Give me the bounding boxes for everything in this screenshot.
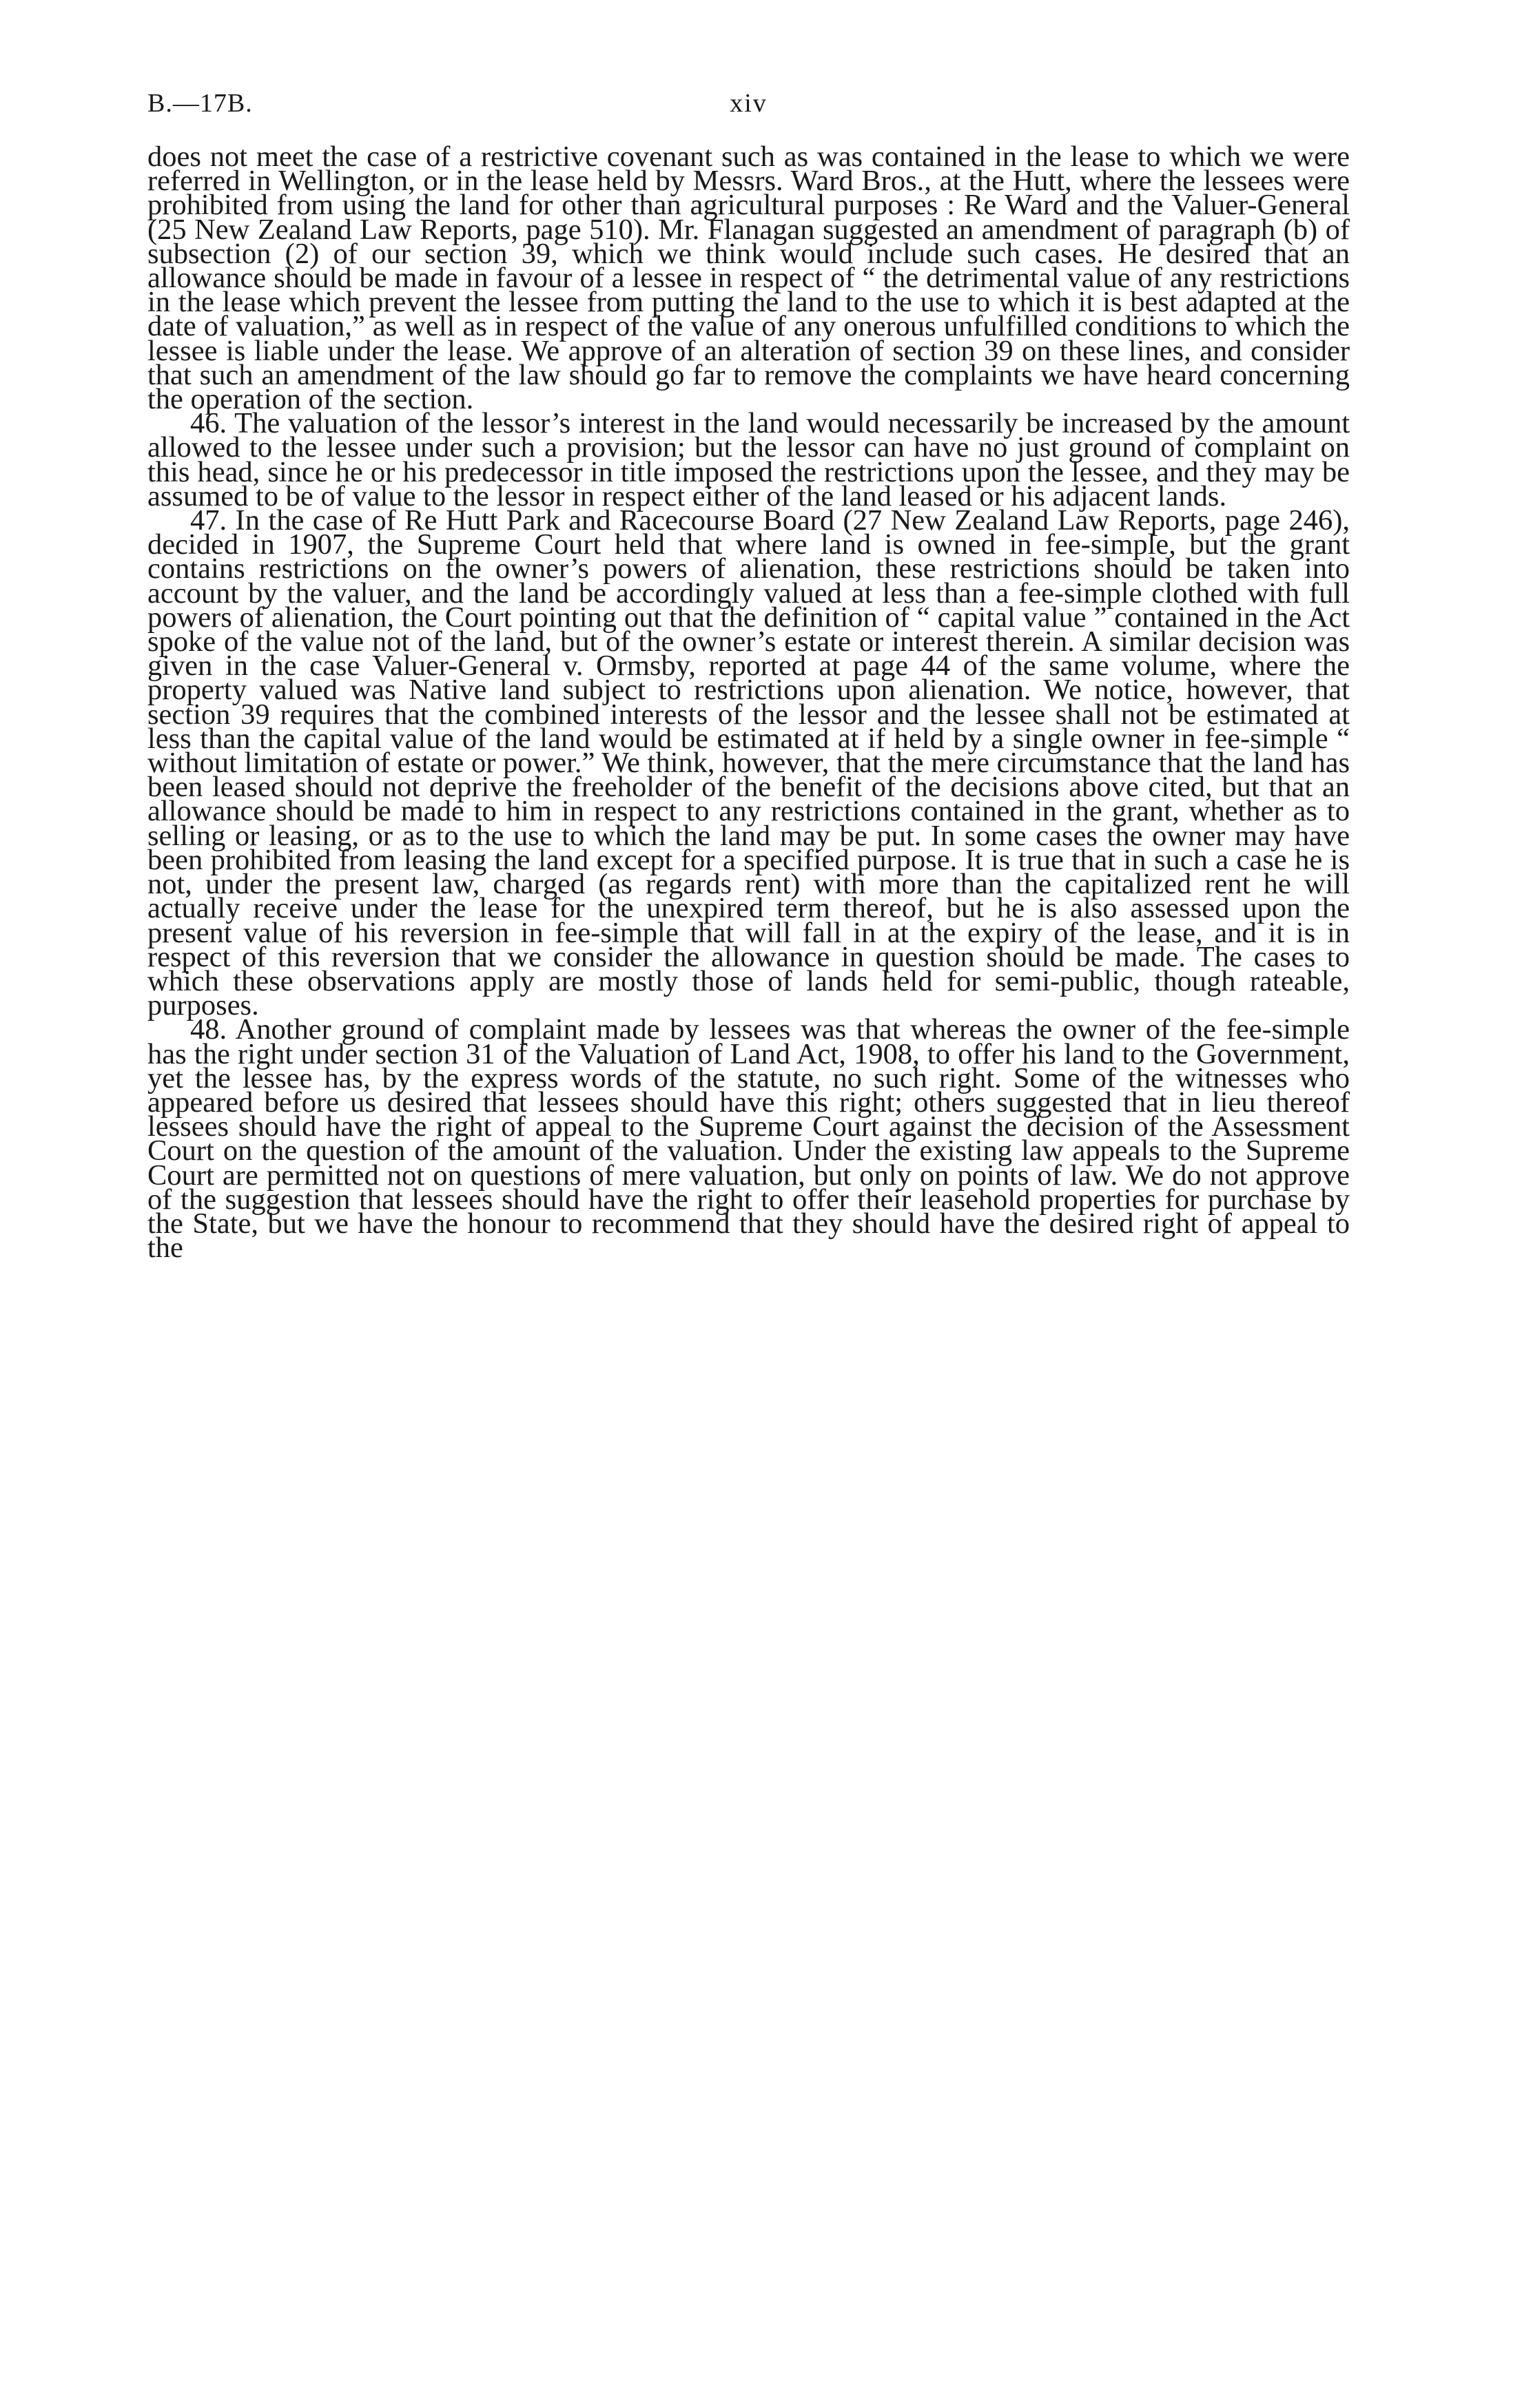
paragraph-46: 46. The valuation of the lessor’s interest in the land would necessarily be increased by the amount allowed to the lessee under such a provision; but the lessor can have no just ground of complaint on this head, since he or his predecessor in title imposed the restrictions upon the lessee, and they may be assumed to be of value to the lessor in respect either of the land leased or his adjacent lands. (147, 407, 1350, 512)
paragraph-48: 48. Another ground of complaint made by lessees was that whereas the owner of the fee-simple has the right under section 31 of the Valuation of Land Act, 1908, to offer his land to the Government, yet the lessee has, by the express words of the statute, no such right. Some of the witnesses who appeared before us desired that lessees should have this right; others suggested that in lieu thereof lessees should have the right of appeal to the Supreme Court against the decision of the Assessment Court on the question of the amount of the valuation. Under the existing law appeals to the Supreme Court are permitted not on questions of mere valuation, but only on points of law. We do not approve of the suggestion that lessees should have the right to offer their leasehold properties for purchase by the State, but we have the honour to recommend that they should have the desired right of appeal to the (147, 1013, 1350, 1265)
document-reference: B.—17B. (147, 89, 253, 118)
page-number: xiv (730, 89, 768, 118)
paragraph-continuation: does not meet the case of a restrictive covenant such as was contained in the lease to which we were referred in Wellington, or in the lease held by Messrs. Ward Bros., at the Hutt, where the lessees were prohibited from using the land for other than agricultural purposes : Re Ward and the Valuer-General (25 New Zealand Law Reports, page 510). Mr. Flanagan suggested an amendment of paragraph (b) of subsection (2) of our section 39, which we think would include such cases. He desired that an allowance should be made in favour of a lessee in respect of “ the detrimental value of any restrictions in the lease which prevent the lessee from putting the land to the use to which it is best adapted at the date of valuation,” as well as in respect of the value of any onerous unfulfilled conditions to which the lessee is liable under the lease. We approve of an alteration of section 39 on these lines, and consider that such an amendment of the law should go far to remove the complaints we have heard concerning the operation of the section. (147, 141, 1350, 416)
page-header (147, 88, 1350, 129)
paragraph-47: 47. In the case of Re Hutt Park and Racecourse Board (27 New Zealand Law Reports, page 246), decided in 1907, the Supreme Court held that where land is owned in fee-simple, but the grant contains restrictions on the owner’s powers of alienation, these restrictions should be taken into account by the valuer, and the land be accordingly valued at less than a fee-simple clothed with full powers of alienation, the Court pointing out that the definition of “ capital value ” contained in the Act spoke of the value not of the land, but of the owner’s estate or interest therein. A similar decision was given in the case Valuer-General v. Ormsby, reported at page 44 of the same volume, where the property valued was Native land subject to restrictions upon alienation. We notice, however, that section 39 requires that the combined interests of the lessor and the lessee shall not be estimated at less than the capital value of the land would be estimated at if held by a single owner in fee-simple “ without limitation of estate or power.” We think, however, that the mere circumstance that the land has been leased should not deprive the freeholder of the benefit of the decisions above cited, but that an allowance should be made to him in respect to any restrictions contained in the grant, whether as to selling or leasing, or as to the use to which the land may be put. In some cases the owner may have been prohibited from leasing the land except for a specified purpose. It is true that in such a case he is not, under the present law, charged (as regards rent) with more than the capitalized rent he will actually receive under the lease for the unexpired term thereof, but he is also assessed upon the present value of his reversion in fee-simple that will fall in at the expiry of the lease, and it is in respect of this reversion that we consider the allowance in question should be made. The cases to which these observations apply are mostly those of lands held for semi-public, though rateable, purposes. (147, 504, 1350, 1022)
body-text (147, 141, 1350, 1265)
